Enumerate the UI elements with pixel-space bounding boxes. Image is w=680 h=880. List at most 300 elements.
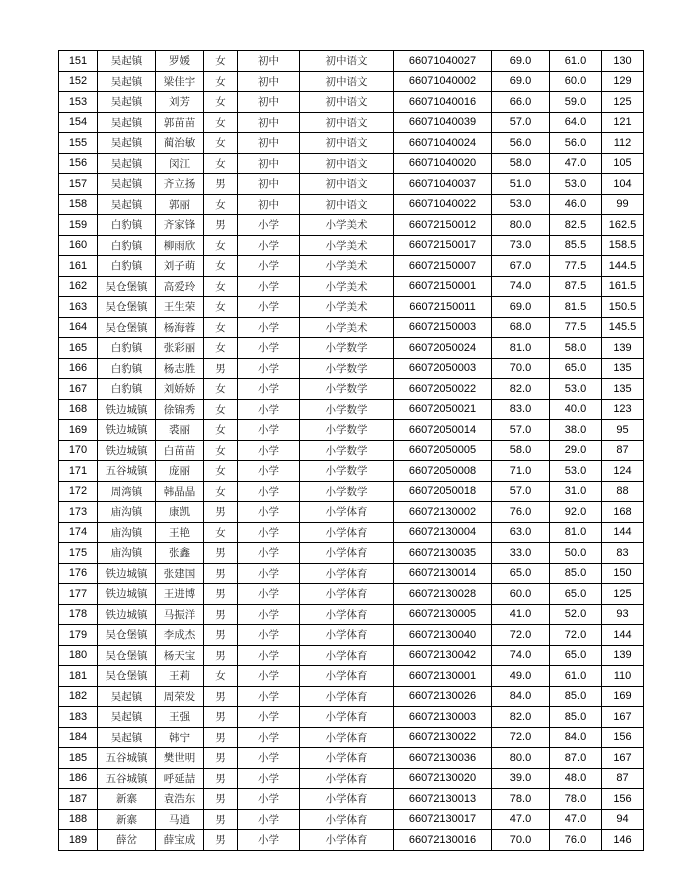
cell-gender: 女	[204, 317, 238, 338]
cell-total: 145.5	[602, 317, 644, 338]
cell-total: 125	[602, 584, 644, 605]
cell-no: 169	[59, 420, 98, 441]
cell-name: 刘芳	[156, 92, 204, 113]
cell-level: 小学	[238, 727, 300, 748]
table-row	[59, 153, 644, 174]
cell-gender: 男	[204, 174, 238, 195]
cell-gender: 男	[204, 584, 238, 605]
cell-score2: 50.0	[550, 543, 602, 564]
cell-no: 159	[59, 215, 98, 236]
cell-gender: 男	[204, 789, 238, 810]
cell-town: 铁边城镇	[98, 604, 156, 625]
cell-no: 157	[59, 174, 98, 195]
cell-name: 齐立扬	[156, 174, 204, 195]
cell-subject: 小学数学	[300, 461, 394, 482]
cell-level: 初中	[238, 51, 300, 72]
table-row	[59, 481, 644, 502]
cell-gender: 女	[204, 71, 238, 92]
cell-name: 杨海蓉	[156, 317, 204, 338]
table-row	[59, 563, 644, 584]
cell-total: 139	[602, 338, 644, 359]
cell-no: 165	[59, 338, 98, 359]
cell-score1: 53.0	[492, 194, 550, 215]
cell-no: 156	[59, 153, 98, 174]
cell-town: 吴起镇	[98, 153, 156, 174]
cell-no: 176	[59, 563, 98, 584]
cell-score2: 29.0	[550, 440, 602, 461]
table-row	[59, 645, 644, 666]
cell-exam-id: 66072050024	[394, 338, 492, 359]
cell-total: 123	[602, 399, 644, 420]
cell-name: 杨天宝	[156, 645, 204, 666]
cell-score2: 56.0	[550, 133, 602, 154]
table-row	[59, 194, 644, 215]
cell-exam-id: 66072050021	[394, 399, 492, 420]
cell-no: 178	[59, 604, 98, 625]
cell-town: 五谷城镇	[98, 768, 156, 789]
cell-exam-id: 66071040027	[394, 51, 492, 72]
cell-name: 刘娇娇	[156, 379, 204, 400]
cell-no: 163	[59, 297, 98, 318]
cell-no: 158	[59, 194, 98, 215]
cell-level: 小学	[238, 399, 300, 420]
cell-no: 155	[59, 133, 98, 154]
cell-no: 161	[59, 256, 98, 277]
score-table	[58, 50, 644, 851]
cell-score1: 68.0	[492, 317, 550, 338]
cell-gender: 男	[204, 809, 238, 830]
cell-exam-id: 66072050005	[394, 440, 492, 461]
cell-level: 小学	[238, 563, 300, 584]
cell-subject: 小学美术	[300, 256, 394, 277]
cell-score2: 85.0	[550, 707, 602, 728]
cell-score1: 57.0	[492, 420, 550, 441]
cell-name: 马逍	[156, 809, 204, 830]
cell-no: 187	[59, 789, 98, 810]
cell-town: 白豹镇	[98, 338, 156, 359]
cell-gender: 男	[204, 707, 238, 728]
cell-total: 167	[602, 707, 644, 728]
cell-no: 151	[59, 51, 98, 72]
table-row	[59, 215, 644, 236]
cell-total: 93	[602, 604, 644, 625]
cell-score2: 72.0	[550, 625, 602, 646]
cell-exam-id: 66071040016	[394, 92, 492, 113]
cell-name: 王生荣	[156, 297, 204, 318]
cell-subject: 小学体育	[300, 645, 394, 666]
cell-subject: 小学美术	[300, 235, 394, 256]
cell-level: 小学	[238, 338, 300, 359]
cell-town: 周湾镇	[98, 481, 156, 502]
cell-town: 白豹镇	[98, 215, 156, 236]
cell-level: 小学	[238, 235, 300, 256]
cell-score2: 84.0	[550, 727, 602, 748]
cell-subject: 小学数学	[300, 338, 394, 359]
cell-level: 小学	[238, 809, 300, 830]
cell-subject: 小学体育	[300, 789, 394, 810]
cell-town: 五谷城镇	[98, 748, 156, 769]
cell-subject: 小学美术	[300, 215, 394, 236]
cell-score1: 33.0	[492, 543, 550, 564]
cell-gender: 男	[204, 748, 238, 769]
cell-score2: 61.0	[550, 666, 602, 687]
cell-name: 高爱玲	[156, 276, 204, 297]
cell-exam-id: 66071040037	[394, 174, 492, 195]
cell-level: 小学	[238, 625, 300, 646]
cell-score2: 46.0	[550, 194, 602, 215]
cell-score2: 53.0	[550, 174, 602, 195]
cell-town: 吴仓堡镇	[98, 625, 156, 646]
cell-town: 吴起镇	[98, 71, 156, 92]
cell-level: 小学	[238, 358, 300, 379]
cell-score1: 82.0	[492, 379, 550, 400]
table-row	[59, 420, 644, 441]
cell-subject: 小学美术	[300, 276, 394, 297]
cell-town: 吴起镇	[98, 707, 156, 728]
table-row	[59, 92, 644, 113]
cell-town: 新寨	[98, 789, 156, 810]
cell-town: 吴起镇	[98, 174, 156, 195]
cell-subject: 小学体育	[300, 768, 394, 789]
cell-exam-id: 66072130017	[394, 809, 492, 830]
cell-score1: 47.0	[492, 809, 550, 830]
cell-exam-id: 66072150017	[394, 235, 492, 256]
cell-exam-id: 66072050022	[394, 379, 492, 400]
cell-town: 五谷城镇	[98, 461, 156, 482]
cell-gender: 男	[204, 645, 238, 666]
cell-town: 吴起镇	[98, 727, 156, 748]
cell-score2: 61.0	[550, 51, 602, 72]
cell-gender: 女	[204, 399, 238, 420]
cell-town: 铁边城镇	[98, 584, 156, 605]
cell-no: 185	[59, 748, 98, 769]
cell-no: 170	[59, 440, 98, 461]
cell-score2: 58.0	[550, 338, 602, 359]
cell-subject: 小学体育	[300, 830, 394, 851]
cell-score2: 47.0	[550, 153, 602, 174]
cell-name: 王强	[156, 707, 204, 728]
cell-score1: 81.0	[492, 338, 550, 359]
cell-no: 171	[59, 461, 98, 482]
cell-no: 162	[59, 276, 98, 297]
cell-score1: 76.0	[492, 502, 550, 523]
cell-level: 小学	[238, 666, 300, 687]
table-row	[59, 809, 644, 830]
cell-town: 白豹镇	[98, 235, 156, 256]
cell-no: 168	[59, 399, 98, 420]
cell-score1: 49.0	[492, 666, 550, 687]
table-row	[59, 297, 644, 318]
cell-name: 王进博	[156, 584, 204, 605]
cell-exam-id: 66072050008	[394, 461, 492, 482]
cell-exam-id: 66072130014	[394, 563, 492, 584]
cell-gender: 女	[204, 256, 238, 277]
cell-exam-id: 66072050014	[394, 420, 492, 441]
table-row	[59, 51, 644, 72]
cell-town: 吴仓堡镇	[98, 297, 156, 318]
cell-subject: 初中语文	[300, 194, 394, 215]
cell-level: 小学	[238, 256, 300, 277]
cell-exam-id: 66072130003	[394, 707, 492, 728]
cell-town: 吴起镇	[98, 92, 156, 113]
table-row	[59, 830, 644, 851]
cell-score2: 59.0	[550, 92, 602, 113]
cell-gender: 女	[204, 51, 238, 72]
cell-town: 白豹镇	[98, 358, 156, 379]
cell-subject: 小学数学	[300, 481, 394, 502]
cell-score1: 56.0	[492, 133, 550, 154]
table-row	[59, 666, 644, 687]
cell-name: 樊世明	[156, 748, 204, 769]
cell-exam-id: 66072130005	[394, 604, 492, 625]
cell-score2: 77.5	[550, 317, 602, 338]
cell-subject: 小学体育	[300, 563, 394, 584]
cell-total: 167	[602, 748, 644, 769]
cell-exam-id: 66071040022	[394, 194, 492, 215]
table-row	[59, 399, 644, 420]
cell-score1: 69.0	[492, 297, 550, 318]
cell-level: 小学	[238, 440, 300, 461]
table-row	[59, 276, 644, 297]
cell-name: 齐家锋	[156, 215, 204, 236]
cell-no: 160	[59, 235, 98, 256]
cell-subject: 小学体育	[300, 604, 394, 625]
cell-total: 87	[602, 768, 644, 789]
cell-subject: 小学体育	[300, 522, 394, 543]
cell-total: 146	[602, 830, 644, 851]
cell-subject: 小学数学	[300, 379, 394, 400]
cell-gender: 女	[204, 194, 238, 215]
cell-score1: 82.0	[492, 707, 550, 728]
cell-subject: 小学体育	[300, 543, 394, 564]
cell-level: 初中	[238, 112, 300, 133]
cell-level: 小学	[238, 645, 300, 666]
cell-score1: 72.0	[492, 727, 550, 748]
cell-name: 张建国	[156, 563, 204, 584]
cell-name: 郭苗苗	[156, 112, 204, 133]
cell-score2: 47.0	[550, 809, 602, 830]
cell-total: 156	[602, 789, 644, 810]
cell-name: 杨志胜	[156, 358, 204, 379]
table-row	[59, 789, 644, 810]
cell-gender: 女	[204, 522, 238, 543]
cell-score1: 60.0	[492, 584, 550, 605]
cell-gender: 女	[204, 112, 238, 133]
cell-total: 139	[602, 645, 644, 666]
cell-exam-id: 66072050003	[394, 358, 492, 379]
cell-level: 小学	[238, 522, 300, 543]
cell-score2: 65.0	[550, 645, 602, 666]
cell-score2: 48.0	[550, 768, 602, 789]
cell-gender: 男	[204, 768, 238, 789]
table-row	[59, 133, 644, 154]
cell-name: 白苗苗	[156, 440, 204, 461]
cell-exam-id: 66072130002	[394, 502, 492, 523]
table-row	[59, 358, 644, 379]
cell-name: 李成杰	[156, 625, 204, 646]
cell-total: 162.5	[602, 215, 644, 236]
cell-level: 小学	[238, 830, 300, 851]
cell-gender: 女	[204, 133, 238, 154]
table-row	[59, 317, 644, 338]
cell-no: 188	[59, 809, 98, 830]
cell-total: 87	[602, 440, 644, 461]
cell-level: 小学	[238, 768, 300, 789]
cell-subject: 小学数学	[300, 420, 394, 441]
cell-subject: 初中语文	[300, 71, 394, 92]
cell-score2: 53.0	[550, 461, 602, 482]
cell-gender: 女	[204, 153, 238, 174]
cell-score1: 72.0	[492, 625, 550, 646]
cell-score2: 85.0	[550, 563, 602, 584]
cell-town: 白豹镇	[98, 256, 156, 277]
cell-town: 白豹镇	[98, 379, 156, 400]
cell-total: 124	[602, 461, 644, 482]
cell-name: 郭丽	[156, 194, 204, 215]
cell-level: 小学	[238, 317, 300, 338]
cell-town: 吴仓堡镇	[98, 276, 156, 297]
cell-town: 铁边城镇	[98, 399, 156, 420]
cell-score2: 87.5	[550, 276, 602, 297]
cell-exam-id: 66072130013	[394, 789, 492, 810]
cell-subject: 小学体育	[300, 625, 394, 646]
cell-level: 初中	[238, 194, 300, 215]
cell-score1: 67.0	[492, 256, 550, 277]
cell-total: 168	[602, 502, 644, 523]
cell-no: 181	[59, 666, 98, 687]
cell-subject: 初中语文	[300, 153, 394, 174]
cell-no: 152	[59, 71, 98, 92]
cell-no: 186	[59, 768, 98, 789]
table-row	[59, 768, 644, 789]
cell-town: 庙沟镇	[98, 502, 156, 523]
cell-name: 刘子萌	[156, 256, 204, 277]
cell-town: 吴起镇	[98, 194, 156, 215]
cell-subject: 小学体育	[300, 748, 394, 769]
cell-exam-id: 66072130022	[394, 727, 492, 748]
cell-score2: 85.0	[550, 686, 602, 707]
cell-exam-id: 66072130035	[394, 543, 492, 564]
cell-subject: 小学美术	[300, 317, 394, 338]
cell-name: 梁佳宇	[156, 71, 204, 92]
cell-score1: 58.0	[492, 153, 550, 174]
cell-score1: 41.0	[492, 604, 550, 625]
cell-level: 初中	[238, 153, 300, 174]
cell-total: 135	[602, 358, 644, 379]
cell-subject: 小学美术	[300, 297, 394, 318]
cell-score2: 60.0	[550, 71, 602, 92]
cell-level: 小学	[238, 502, 300, 523]
cell-gender: 男	[204, 358, 238, 379]
table-row	[59, 584, 644, 605]
cell-level: 小学	[238, 215, 300, 236]
cell-score2: 65.0	[550, 358, 602, 379]
cell-total: 158.5	[602, 235, 644, 256]
table-row	[59, 461, 644, 482]
cell-exam-id: 66072130028	[394, 584, 492, 605]
cell-name: 闵江	[156, 153, 204, 174]
cell-no: 167	[59, 379, 98, 400]
cell-name: 薛宝成	[156, 830, 204, 851]
table-row	[59, 256, 644, 277]
cell-score1: 63.0	[492, 522, 550, 543]
cell-gender: 男	[204, 625, 238, 646]
cell-town: 吴仓堡镇	[98, 666, 156, 687]
cell-score1: 51.0	[492, 174, 550, 195]
cell-exam-id: 66071040002	[394, 71, 492, 92]
cell-total: 150	[602, 563, 644, 584]
cell-total: 105	[602, 153, 644, 174]
cell-name: 韩晶晶	[156, 481, 204, 502]
table-row	[59, 71, 644, 92]
cell-exam-id: 66071040039	[394, 112, 492, 133]
table-row	[59, 379, 644, 400]
cell-subject: 初中语文	[300, 174, 394, 195]
cell-subject: 初中语文	[300, 133, 394, 154]
cell-name: 张鑫	[156, 543, 204, 564]
cell-subject: 小学体育	[300, 809, 394, 830]
cell-subject: 小学数学	[300, 358, 394, 379]
cell-total: 104	[602, 174, 644, 195]
cell-town: 吴起镇	[98, 133, 156, 154]
cell-exam-id: 66071040024	[394, 133, 492, 154]
cell-name: 呼延喆	[156, 768, 204, 789]
cell-level: 初中	[238, 71, 300, 92]
cell-score1: 69.0	[492, 51, 550, 72]
cell-name: 张彩丽	[156, 338, 204, 359]
cell-name: 王莉	[156, 666, 204, 687]
cell-total: 169	[602, 686, 644, 707]
cell-gender: 男	[204, 686, 238, 707]
cell-gender: 女	[204, 420, 238, 441]
cell-town: 薛岔	[98, 830, 156, 851]
cell-total: 135	[602, 379, 644, 400]
cell-score2: 82.5	[550, 215, 602, 236]
cell-level: 初中	[238, 174, 300, 195]
cell-no: 154	[59, 112, 98, 133]
cell-score1: 78.0	[492, 789, 550, 810]
cell-score1: 83.0	[492, 399, 550, 420]
cell-total: 99	[602, 194, 644, 215]
table-row	[59, 707, 644, 728]
cell-name: 韩宁	[156, 727, 204, 748]
cell-no: 172	[59, 481, 98, 502]
cell-gender: 女	[204, 440, 238, 461]
cell-no: 180	[59, 645, 98, 666]
cell-score1: 39.0	[492, 768, 550, 789]
cell-town: 庙沟镇	[98, 543, 156, 564]
cell-exam-id: 66071040020	[394, 153, 492, 174]
cell-total: 125	[602, 92, 644, 113]
cell-score1: 57.0	[492, 481, 550, 502]
cell-score2: 77.5	[550, 256, 602, 277]
cell-total: 144	[602, 625, 644, 646]
cell-score2: 81.5	[550, 297, 602, 318]
cell-subject: 小学体育	[300, 502, 394, 523]
cell-level: 小学	[238, 789, 300, 810]
cell-town: 铁边城镇	[98, 563, 156, 584]
cell-town: 铁边城镇	[98, 440, 156, 461]
cell-gender: 男	[204, 563, 238, 584]
cell-subject: 小学体育	[300, 584, 394, 605]
cell-level: 小学	[238, 543, 300, 564]
cell-score1: 71.0	[492, 461, 550, 482]
cell-total: 83	[602, 543, 644, 564]
cell-score1: 65.0	[492, 563, 550, 584]
cell-name: 周荣发	[156, 686, 204, 707]
table-row	[59, 502, 644, 523]
cell-score2: 92.0	[550, 502, 602, 523]
